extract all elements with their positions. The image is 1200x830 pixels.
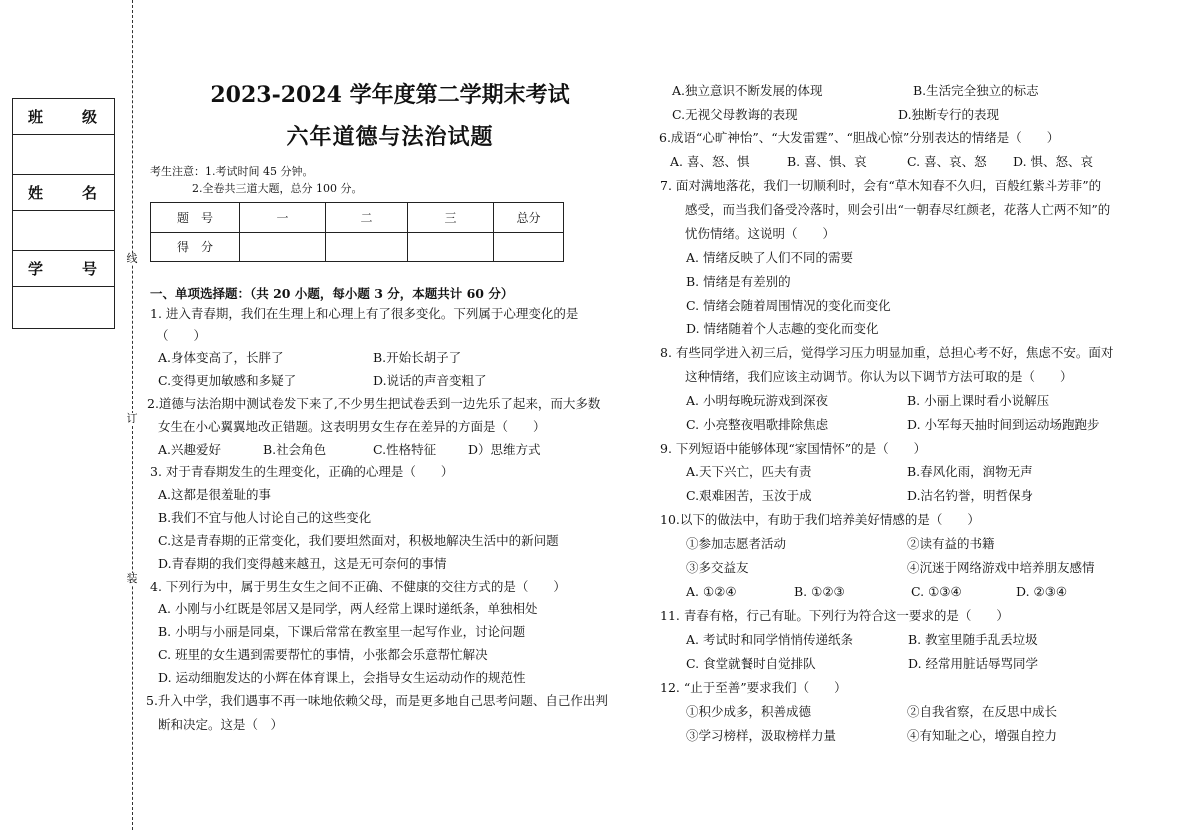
question-7-stem: 忧伤情绪。这说明（ ） bbox=[685, 226, 836, 241]
question-7-option-d: D. 情绪随着个人志趣的变化而变化 bbox=[686, 321, 879, 336]
question-8-option-c: C. 小亮整夜唱歌排除焦虑 bbox=[686, 417, 829, 432]
question-11-option-a: A. 考试时和同学悄悄传递纸条 bbox=[686, 632, 853, 647]
score-cell: 三 bbox=[408, 203, 494, 233]
name-label: 姓 名 bbox=[13, 175, 114, 211]
question-8-stem: 8. 有些同学进入初三后，觉得学习压力明显加重，总担心考不好，焦虑不安。面对 bbox=[660, 345, 1114, 360]
question-1-stem: 1. 进入青春期，我们在生理上和心理上有了很多变化。下列属于心理变化的是 bbox=[150, 306, 579, 321]
question-2-option-a: A.兴趣爱好 bbox=[158, 442, 222, 457]
question-1-stem: （ ） bbox=[156, 328, 207, 343]
question-5-option-d: D.独断专行的表现 bbox=[898, 107, 1000, 122]
question-4-option-a: A. 小刚与小红既是邻居又是同学，两人经常上课时递纸条，单独相处 bbox=[158, 601, 538, 616]
score-table-header-row bbox=[151, 203, 564, 233]
question-5-stem: 断和决定。这是（ ） bbox=[158, 717, 284, 732]
question-1-option-c: C.变得更加敏感和多疑了 bbox=[158, 373, 297, 388]
question-12-stem: 12. “止于至善”要求我们（ ） bbox=[660, 680, 847, 695]
score-cell: 二 bbox=[326, 203, 408, 233]
score-input-cell[interactable] bbox=[240, 232, 326, 262]
question-10-stem: 10.以下的做法中，有助于我们培养美好情感的是（ ） bbox=[660, 512, 980, 527]
question-7-option-b: B. 情绪是有差别的 bbox=[686, 274, 791, 289]
section-heading: 一、单项选择题：（共 20 小题，每小题 3 分，本题共计 60 分） bbox=[150, 286, 514, 301]
question-10-item-4: ④沉迷于网络游戏中培养朋友感情 bbox=[907, 560, 1095, 575]
question-5-option-c: C.无视父母教诲的表现 bbox=[672, 107, 798, 122]
question-11-stem: 11. 青春有格，行己有耻。下列行为符合这一要求的是（ ） bbox=[660, 608, 1009, 623]
question-4-option-d: D. 运动细胞发达的小辉在体育课上，会指导女生运动动作的规范性 bbox=[158, 670, 526, 685]
score-input-cell[interactable] bbox=[408, 232, 494, 262]
question-6-stem: 6.成语“心旷神怡”、“大发雷霆”、“胆战心惊”分别表达的情绪是（ ） bbox=[659, 130, 1060, 145]
question-7-stem: 感受，而当我们备受冷落时，则会引出“一朝春尽红颜老，花落人亡两不知”的 bbox=[685, 202, 1111, 217]
question-2-option-b: B.社会角色 bbox=[263, 442, 327, 457]
question-10-option-c: C. ①③④ bbox=[911, 584, 962, 599]
score-input-cell[interactable] bbox=[494, 232, 564, 262]
score-input-cell[interactable] bbox=[326, 232, 408, 262]
student-info-box bbox=[12, 98, 115, 329]
score-cell: 一 bbox=[240, 203, 326, 233]
question-8-option-d: D. 小军每天抽时间到运动场跑跑步 bbox=[907, 417, 1100, 432]
question-9-option-b: B.春风化雨，润物无声 bbox=[907, 464, 1033, 479]
question-11-option-c: C. 食堂就餐时自觉排队 bbox=[686, 656, 816, 671]
exam-notice-2: 2.全卷共三道大题，总分 100 分。 bbox=[192, 182, 363, 195]
question-10-option-a: A. ①②④ bbox=[686, 584, 737, 599]
question-6-option-d: D. 惧、怒、哀 bbox=[1013, 154, 1094, 169]
question-1-option-d: D.说话的声音变粗了 bbox=[373, 373, 487, 388]
question-5-option-a: A.独立意识不断发展的体现 bbox=[672, 83, 823, 98]
question-6-option-c: C. 喜、哀、怒 bbox=[907, 154, 987, 169]
question-4-option-c: C. 班里的女生遇到需要帮忙的事情，小张都会乐意帮忙解决 bbox=[158, 647, 488, 662]
question-10-option-d: D. ②③④ bbox=[1016, 584, 1068, 599]
question-3-stem: 3. 对于青春期发生的生理变化，正确的心理是（ ） bbox=[150, 464, 454, 479]
question-9-option-d: D.沽名钓誉，明哲保身 bbox=[907, 488, 1034, 503]
question-7-option-a: A. 情绪反映了人们不同的需要 bbox=[686, 250, 853, 265]
exam-title: 2023-2024 学年度第二学期末考试 bbox=[210, 82, 570, 108]
question-1-option-a: A.身体变高了，长胖了 bbox=[158, 350, 284, 365]
question-8-stem: 这种情绪，我们应该主动调节。你认为以下调节方法可取的是（ ） bbox=[685, 369, 1073, 384]
question-2-stem: 女生在小心翼翼地改正错题。这表明男女生存在差异的方面是（ ） bbox=[158, 419, 546, 434]
question-5-option-b: B.生活完全独立的标志 bbox=[913, 83, 1039, 98]
score-cell: 总分 bbox=[494, 203, 564, 233]
question-1-option-b: B.开始长胡子了 bbox=[373, 350, 462, 365]
question-5-stem: 5.升入中学，我们遇事不再一味地依赖父母，而是更多地自己思考问题、自己作出判 bbox=[146, 693, 608, 708]
question-7-stem: 7. 面对满地落花，我们一切顺利时，会有“草木知春不久归，百般红紫斗芳菲”的 bbox=[660, 178, 1102, 193]
question-3-option-b: B.我们不宜与他人讨论自己的这些变化 bbox=[158, 510, 372, 525]
class-label: 班 级 bbox=[13, 99, 114, 135]
question-10-item-3: ③多交益友 bbox=[686, 560, 749, 575]
score-cell: 得 分 bbox=[151, 232, 240, 262]
question-10-option-b: B. ①②③ bbox=[794, 584, 845, 599]
question-6-option-a: A. 喜、怒、惧 bbox=[670, 154, 750, 169]
class-field[interactable] bbox=[13, 135, 114, 175]
question-12-item-1: ①积少成多，积善成德 bbox=[686, 704, 812, 719]
question-3-option-c: C.这是青春期的正常变化，我们要坦然面对，积极地解决生活中的新问题 bbox=[158, 533, 559, 548]
question-9-option-c: C.艰难困苦，玉汝于成 bbox=[686, 488, 812, 503]
binding-char-ding: 订 bbox=[126, 412, 138, 425]
student-id-label: 学 号 bbox=[13, 251, 114, 287]
question-12-item-4: ④有知耻之心，增强自控力 bbox=[907, 728, 1058, 743]
question-10-item-1: ①参加志愿者活动 bbox=[686, 536, 787, 551]
question-2-stem: 2.道德与法治期中测试卷发下来了,不少男生把试卷丢到一边先乐了起来，而大多数 bbox=[147, 396, 601, 411]
question-2-option-c: C.性格特征 bbox=[373, 442, 437, 457]
binding-char-zhuang: 装 bbox=[126, 572, 138, 585]
student-id-field[interactable] bbox=[13, 287, 114, 328]
question-6-option-b: B. 喜、惧、哀 bbox=[787, 154, 867, 169]
exam-notice-1: 考生注意：1.考试时间 45 分钟。 bbox=[150, 165, 314, 178]
question-8-option-a: A. 小明每晚玩游戏到深夜 bbox=[686, 393, 828, 408]
question-3-option-d: D.青春期的我们变得越来越丑，这是无可奈何的事情 bbox=[158, 556, 447, 571]
question-11-option-b: B. 教室里随手乱丢垃圾 bbox=[908, 632, 1038, 647]
question-4-option-b: B. 小明与小丽是同桌，下课后常常在教室里一起写作业，讨论问题 bbox=[158, 624, 526, 639]
question-9-stem: 9. 下列短语中能够体现“家国情怀”的是（ ） bbox=[660, 441, 927, 456]
name-field[interactable] bbox=[13, 211, 114, 251]
score-cell: 题 号 bbox=[151, 203, 240, 233]
question-9-option-a: A.天下兴亡，匹夫有责 bbox=[686, 464, 812, 479]
score-table-score-row bbox=[151, 232, 564, 262]
question-12-item-3: ③学习榜样，汲取榜样力量 bbox=[686, 728, 837, 743]
question-7-option-c: C. 情绪会随着周围情况的变化而变化 bbox=[686, 298, 891, 313]
binding-char-xian: 线 bbox=[126, 252, 138, 265]
exam-subtitle: 六年道德与法治试题 bbox=[286, 124, 494, 150]
question-10-item-2: ②读有益的书籍 bbox=[907, 536, 995, 551]
question-11-option-d: D. 经常用脏话辱骂同学 bbox=[908, 656, 1039, 671]
score-table bbox=[150, 202, 564, 262]
question-3-option-a: A.这都是很羞耻的事 bbox=[158, 487, 272, 502]
question-8-option-b: B. 小丽上课时看小说解压 bbox=[907, 393, 1050, 408]
question-2-option-d: D）思维方式 bbox=[468, 442, 541, 457]
question-4-stem: 4. 下列行为中，属于男生女生之间不正确、不健康的交往方式的是（ ） bbox=[150, 579, 566, 594]
question-12-item-2: ②自我省察，在反思中成长 bbox=[907, 704, 1058, 719]
